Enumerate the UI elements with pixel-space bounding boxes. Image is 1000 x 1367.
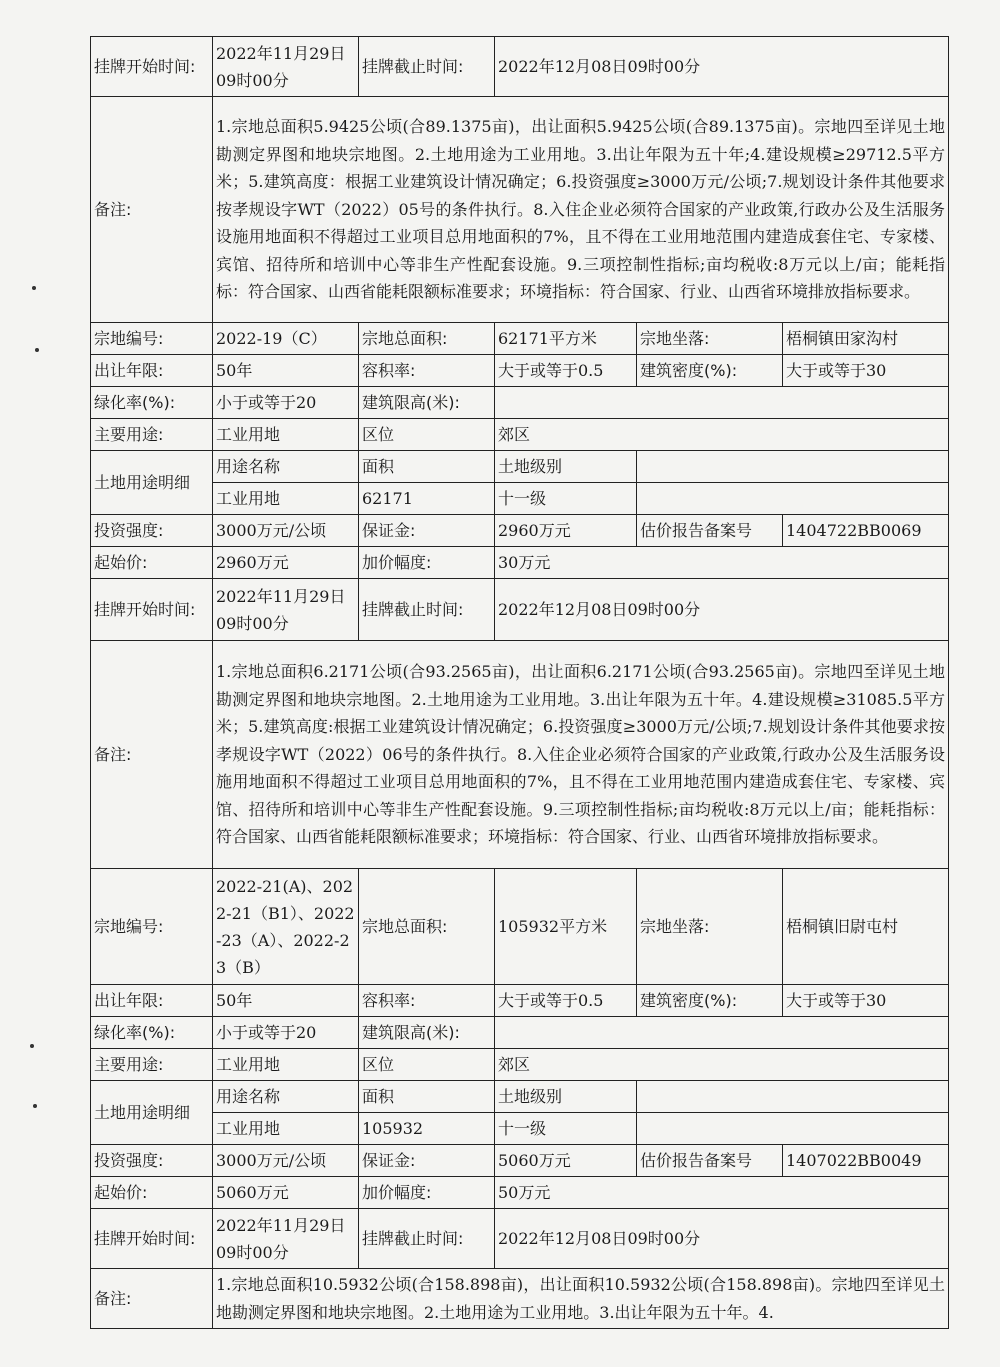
height-label: 建筑限高(米):	[359, 1017, 495, 1049]
listing-start-label: 挂牌开始时间:	[91, 579, 213, 641]
height-label: 建筑限高(米):	[359, 387, 495, 419]
parcel-no-label: 宗地编号:	[91, 323, 213, 355]
deposit-value: 2960万元	[495, 515, 637, 547]
parcel-no-value: 2022-19（C）	[213, 323, 359, 355]
main-use-label: 主要用途:	[91, 1049, 213, 1081]
listing-end-value: 2022年12月08日09时00分	[495, 579, 949, 641]
scan-speck	[32, 286, 36, 290]
use-name-value: 工业用地	[213, 483, 359, 515]
increment-label: 加价幅度:	[359, 1177, 495, 1209]
term-label: 出让年限:	[91, 355, 213, 387]
increment-value: 30万元	[495, 547, 949, 579]
green-label: 绿化率(%):	[91, 387, 213, 419]
table-row	[91, 1081, 949, 1113]
scan-speck	[35, 348, 39, 352]
land-grade-label: 土地级别	[495, 1081, 637, 1113]
table-row	[91, 1177, 949, 1209]
green-value: 小于或等于20	[213, 387, 359, 419]
listing-start-value: 2022年11月29日09时00分	[213, 579, 359, 641]
invest-label: 投资强度:	[91, 1145, 213, 1177]
table-row	[91, 355, 949, 387]
table-row	[91, 37, 949, 97]
listing-start-value: 2022年11月29日09时00分	[213, 37, 359, 97]
note-label: 备注:	[91, 97, 213, 323]
deposit-label: 保证金:	[359, 515, 495, 547]
height-value	[495, 1017, 949, 1049]
location-label: 宗地坐落:	[637, 323, 783, 355]
listing-start-label: 挂牌开始时间:	[91, 1209, 213, 1269]
listing-start-label: 挂牌开始时间:	[91, 37, 213, 97]
note-text: 1.宗地总面积10.5932公顷(合158.898亩)，出让面积10.5932公顷(合158.898亩)。宗地四至详见土地勘测定界图和地块宗地图。2.土地用途为工业用地。3.出让年限为五十年。4.	[213, 1269, 949, 1329]
parcel-no-label: 宗地编号:	[91, 869, 213, 985]
height-value	[495, 387, 949, 419]
land-grade-value: 十一级	[495, 483, 637, 515]
zone-value: 郊区	[495, 1049, 949, 1081]
zone-label: 区位	[359, 1049, 495, 1081]
term-label: 出让年限:	[91, 985, 213, 1017]
green-label: 绿化率(%):	[91, 1017, 213, 1049]
area-label: 面积	[359, 1081, 495, 1113]
use-name-label: 用途名称	[213, 451, 359, 483]
note-label: 备注:	[91, 641, 213, 869]
total-area-value: 62171平方米	[495, 323, 637, 355]
total-area-label: 宗地总面积:	[359, 869, 495, 985]
area-label: 面积	[359, 451, 495, 483]
listing-end-label: 挂牌截止时间:	[359, 1209, 495, 1269]
table-row	[91, 641, 949, 869]
table-row	[91, 1017, 949, 1049]
table-row	[91, 1269, 949, 1329]
empty-cell	[637, 483, 949, 515]
increment-label: 加价幅度:	[359, 547, 495, 579]
table-row	[91, 97, 949, 323]
appraisal-label: 估价报告备案号	[637, 515, 783, 547]
note-text: 1.宗地总面积6.2171公顷(合93.2565亩)，出让面积6.2171公顷(合93.2565亩)。宗地四至详见土地勘测定界图和地块宗地图。2.土地用途为工业用地。3.出让年限为五十年。4.建设规模≥31085.5平方米；5.建筑高度:根据工业建筑设计情况确定；6.投资强度≥3000万元/公顷;7.规划设计条件其他要求按孝规设字WT（2022）06号的条件执行。8.入住企业必须符合国家的产业政策,行政办公及生活服务设施用地面积不得超过工业项目总用地面积的7%，且不得在工业用地范围内建造成套住宅、专家楼、宾馆、招待所和培训中心等非生产性配套设施。9.三项控制性指标;亩均税收:8万元以上/亩；能耗指标：符合国家、山西省能耗限额标准要求；环境指标：符合国家、行业、山西省环境排放指标要求。	[213, 641, 949, 869]
main-use-label: 主要用途:	[91, 419, 213, 451]
appraisal-value: 1407022BB0049	[783, 1145, 949, 1177]
land-grade-value: 十一级	[495, 1113, 637, 1145]
far-label: 容积率:	[359, 985, 495, 1017]
invest-value: 3000万元/公顷	[213, 515, 359, 547]
table-row	[91, 985, 949, 1017]
empty-cell	[637, 1081, 949, 1113]
note-text: 1.宗地总面积5.9425公顷(合89.1375亩)，出让面积5.9425公顷(合89.1375亩)。宗地四至详见土地勘测定界图和地块宗地图。2.土地用途为工业用地。3.出让年限为五十年;4.建设规模≥29712.5平方米；5.建筑高度：根据工业建筑设计情况确定；6.投资强度≥3000万元/公顷;7.规划设计条件其他要求按孝规设字WT（2022）05号的条件执行。8.入住企业必须符合国家的产业政策,行政办公及生活服务设施用地面积不得超过工业项目总用地面积的7%，且不得在工业用地范围内建造成套住宅、专家楼、宾馆、招待所和培训中心等非生产性配套设施。9.三项控制性指标;亩均税收:8万元以上/亩；能耗指标：符合国家、山西省能耗限额标准要求；环境指标：符合国家、行业、山西省环境排放指标要求。	[213, 97, 949, 323]
note-label: 备注:	[91, 1269, 213, 1329]
main-use-value: 工业用地	[213, 1049, 359, 1081]
table-row	[91, 1209, 949, 1269]
start-price-label: 起始价:	[91, 547, 213, 579]
scan-speck	[33, 1104, 37, 1108]
table-row	[91, 1145, 949, 1177]
density-value: 大于或等于30	[783, 985, 949, 1017]
deposit-value: 5060万元	[495, 1145, 637, 1177]
empty-cell	[637, 1113, 949, 1145]
location-label: 宗地坐落:	[637, 869, 783, 985]
zone-label: 区位	[359, 419, 495, 451]
density-label: 建筑密度(%):	[637, 355, 783, 387]
parcel-no-value: 2022-21(A)、2022-21（B1）、2022-23（A）、2022-23（B）	[213, 869, 359, 985]
listing-start-value: 2022年11月29日09时00分	[213, 1209, 359, 1269]
listing-end-label: 挂牌截止时间:	[359, 579, 495, 641]
deposit-label: 保证金:	[359, 1145, 495, 1177]
invest-label: 投资强度:	[91, 515, 213, 547]
start-price-value: 5060万元	[213, 1177, 359, 1209]
use-area-value: 105932	[359, 1113, 495, 1145]
table-row	[91, 387, 949, 419]
total-area-label: 宗地总面积:	[359, 323, 495, 355]
table-row	[91, 1049, 949, 1081]
far-label: 容积率:	[359, 355, 495, 387]
far-value: 大于或等于0.5	[495, 355, 637, 387]
table-row	[91, 547, 949, 579]
listing-end-value: 2022年12月08日09时00分	[495, 37, 949, 97]
land-listing-table	[90, 36, 948, 1329]
listing-end-label: 挂牌截止时间:	[359, 37, 495, 97]
main-use-value: 工业用地	[213, 419, 359, 451]
appraisal-value: 1404722BB0069	[783, 515, 949, 547]
far-value: 大于或等于0.5	[495, 985, 637, 1017]
table-row	[91, 579, 949, 641]
listing-end-value: 2022年12月08日09时00分	[495, 1209, 949, 1269]
increment-value: 50万元	[495, 1177, 949, 1209]
use-name-label: 用途名称	[213, 1081, 359, 1113]
density-label: 建筑密度(%):	[637, 985, 783, 1017]
empty-cell	[637, 451, 949, 483]
location-value: 梧桐镇旧尉屯村	[783, 869, 949, 985]
land-grade-label: 土地级别	[495, 451, 637, 483]
table-row	[91, 483, 949, 515]
table-row	[91, 515, 949, 547]
start-price-label: 起始价:	[91, 1177, 213, 1209]
density-value: 大于或等于30	[783, 355, 949, 387]
start-price-value: 2960万元	[213, 547, 359, 579]
term-value: 50年	[213, 985, 359, 1017]
location-value: 梧桐镇田家沟村	[783, 323, 949, 355]
invest-value: 3000万元/公顷	[213, 1145, 359, 1177]
scan-speck	[30, 1044, 34, 1048]
use-area-value: 62171	[359, 483, 495, 515]
table-row	[91, 419, 949, 451]
use-detail-label: 土地用途明细	[91, 1081, 213, 1145]
table-row	[91, 869, 949, 985]
appraisal-label: 估价报告备案号	[637, 1145, 783, 1177]
zone-value: 郊区	[495, 419, 949, 451]
term-value: 50年	[213, 355, 359, 387]
total-area-value: 105932平方米	[495, 869, 637, 985]
use-detail-label: 土地用途明细	[91, 451, 213, 515]
use-name-value: 工业用地	[213, 1113, 359, 1145]
table-row	[91, 323, 949, 355]
table-row	[91, 451, 949, 483]
table-row	[91, 1113, 949, 1145]
green-value: 小于或等于20	[213, 1017, 359, 1049]
